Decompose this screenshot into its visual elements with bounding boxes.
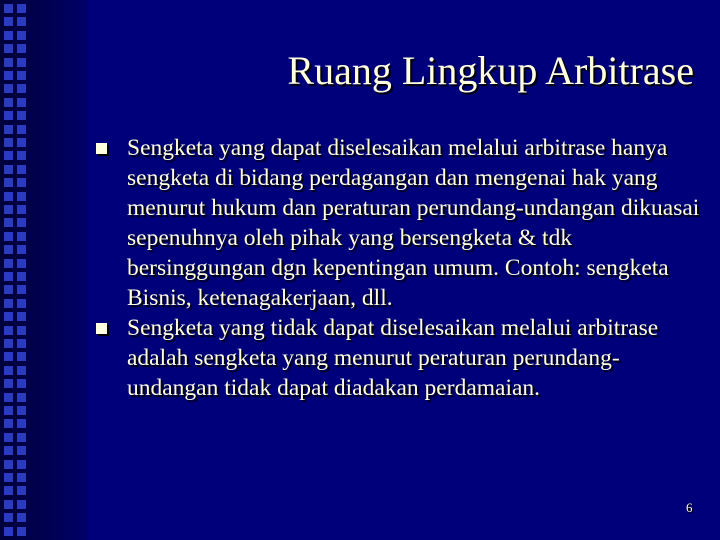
bullet-item [96,313,700,403]
decorative-square [4,4,13,13]
decorative-square [17,473,26,482]
decorative-square [17,272,26,281]
decorative-square [17,285,26,294]
decorative-square [4,326,13,335]
decorative-square [17,366,26,375]
decorative-square [4,125,13,134]
decorative-square [4,232,13,241]
decorative-square [4,460,13,469]
decorative-square [17,178,26,187]
decorative-square [17,513,26,522]
decorative-square [4,393,13,402]
decorative-square [17,259,26,268]
decorative-square [4,285,13,294]
decorative-square [4,473,13,482]
bullet-text: Sengketa yang tidak dapat diselesaikan melalui arbitrase adalah sengketa yang menurut peraturan perundang-undangan tidak dapat diadakan perdamaian. [127,315,659,401]
decorative-square [4,433,13,442]
decorative-square [4,84,13,93]
decorative-square [17,205,26,214]
decorative-square [4,31,13,40]
decorative-square [4,352,13,361]
decorative-square [4,299,13,308]
square-bullet-icon [96,323,107,334]
decorative-square [17,339,26,348]
decorative-square [17,326,26,335]
decorative-square [4,71,13,80]
decorative-square [4,406,13,415]
decorative-square [4,218,13,227]
decorative-square [4,272,13,281]
decorative-square [4,165,13,174]
decorative-square [4,446,13,455]
decorative-square [4,17,13,26]
bullet-list [96,133,700,403]
page-number: 6 [686,500,693,515]
decorative-square [17,312,26,321]
decorative-square [17,393,26,402]
decorative-square [4,178,13,187]
decorative-square [4,339,13,348]
decorative-square [4,379,13,388]
decorative-square [17,406,26,415]
decorative-square [17,125,26,134]
decorative-square [17,500,26,509]
decorative-square [4,151,13,160]
decorative-square [4,312,13,321]
decorative-square [4,192,13,201]
decorative-square [17,44,26,53]
decorative-square [4,527,13,536]
decorative-square [4,98,13,107]
decorative-square [17,379,26,388]
decorative-square [17,446,26,455]
decorative-square [4,486,13,495]
decorative-square [17,98,26,107]
decorative-square [17,299,26,308]
decorative-square [17,17,26,26]
decorative-square [4,111,13,120]
decorative-square-column [17,0,35,540]
decorative-square [17,111,26,120]
decorative-square [4,58,13,67]
bullet-item [96,133,700,313]
decorative-square [4,419,13,428]
decorative-square [17,138,26,147]
decorative-square [17,84,26,93]
decorative-square [17,218,26,227]
decorative-square [4,138,13,147]
decorative-square [17,71,26,80]
slide-title: Ruang Lingkup Arbitrase [287,48,694,93]
decorative-square [17,151,26,160]
decorative-square [17,527,26,536]
decorative-square [4,44,13,53]
decorative-square [4,205,13,214]
bullet-text: Sengketa yang dapat diselesaikan melalui arbitrase hanya sengketa di bidang perdagangan dan mengenai hak yang menurut hukum dan peraturan perundang-undangan dikuasai sepenuhnya oleh pihak yang bersengketa & tdk bersinggungan dgn kepentingan umum. Contoh: sengketa Bisnis, ketenagakerjaan, dll. [127,135,700,311]
decorative-square [4,366,13,375]
decorative-square [17,460,26,469]
decorative-square [4,500,13,509]
decorative-square [17,486,26,495]
decorative-square [17,192,26,201]
decorative-square [17,232,26,241]
square-bullet-icon [96,143,107,154]
decorative-square [17,433,26,442]
decorative-square [4,245,13,254]
decorative-square [17,31,26,40]
decorative-square [17,352,26,361]
decorative-square [17,419,26,428]
decorative-square [17,58,26,67]
decorative-square [4,513,13,522]
decorative-square [4,259,13,268]
decorative-square [17,4,26,13]
decorative-square [17,165,26,174]
decorative-square [17,245,26,254]
